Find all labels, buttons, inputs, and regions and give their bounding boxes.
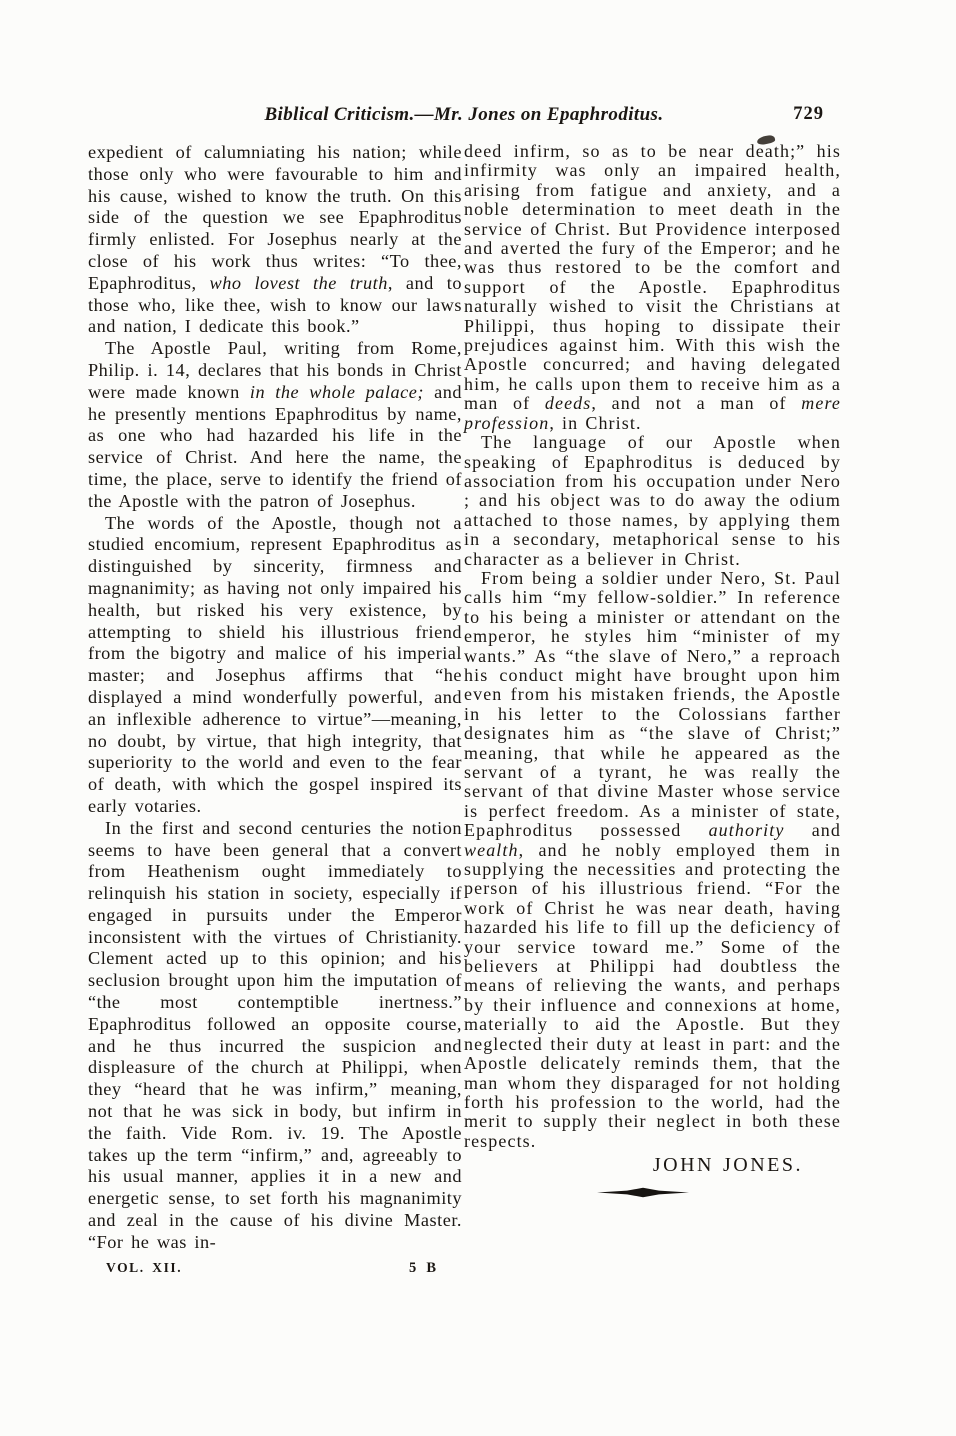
body-text: expedient of calumniating his nation; while those only who were favourable to him and his cause, wished to know the truth. On this side of the question we see Epaphroditus firmly enlisted. For Josephus nearly at the close of his work thus writes: “To thee, Epaphroditus, (88, 142, 462, 293)
body-text: and (784, 820, 841, 841)
right-column-text (464, 142, 841, 1151)
author-signature: JOHN JONES. (652, 1154, 803, 1177)
paragraph (88, 818, 462, 1254)
paragraph (464, 142, 841, 433)
italic-text: authority (708, 820, 785, 841)
right-column (464, 142, 841, 1195)
body-text: From being a soldier under Nero, St. Paul calls him “my fellow-soldier.” In reference to his being a minister or attendant on the emperor, he styles him “minister of my wants.” As “the slave of Nero,” a reproach his conduct might have brought upon him even from his mistaken friends, the Apostle in his letter to the Colossians farther designates him as “the slave of Christ;” meaning, that while he appeared as the servant of a tyrant, he was really the servant of that divine Master whose service is perfect freedom. As a minister of state, Epaphroditus possessed (464, 567, 841, 841)
left-column (88, 142, 462, 1279)
italic-text: who lovest the truth (209, 272, 388, 293)
running-header (88, 104, 840, 126)
page-title: Biblical Criticism.—Mr. Jones on Epaphroditus. (264, 104, 664, 125)
italic-text: mere profession (464, 393, 841, 433)
body-text: The Apostle Paul, writing from Rome, Philip. i. 14, declares that his bonds in Christ were made known (88, 338, 462, 402)
body-text: , in Christ. (549, 412, 642, 433)
page-footer (88, 1257, 462, 1280)
italic-text: in the whole palace; (249, 381, 424, 402)
paragraph (464, 433, 841, 569)
paragraph (88, 513, 462, 818)
body-text: The words of the Apostle, though not a studied encomium, represent Epaphroditus as distinguished by sincerity, firmness and magnanimity; as having not only impaired his health, but risked his very existence, by attempting to shield his illustrious friend from the bigotry and malice of his imperial master; and Josephus affirms that “he displayed a mind wonderfully powerful, and an inflexible adherence to virtue”—meaning, no doubt, by virtue, that high integrity, that superiority to the world and even to the fear of death, with which the gospel inspired its early votaries. (88, 512, 462, 816)
volume-label: VOL. XII. (106, 1259, 183, 1275)
page-number: 729 (793, 104, 824, 124)
body-text: deed infirm, so as to be near death;” his infirmity was only an impaired health, arising from fatigue and anxiety, and a noble determination to meet death in the service of Christ. But Providence interposed and averted the fury of the Emperor; and he was thus restored to be the comfort and support of the Apostle. Epaphroditus naturally wished to visit the Christians at Philippi, thus hoping to dissipate their prejudices against him. With this wish the Apostle concurred; and having delegated him, he calls upon them to receive him as a man of (464, 141, 841, 414)
body-text: In the first and second centuries the notion seems to have been general that a convert from Heathenism ought immediately to relinquish his station in society, especially if engaged in pursuits under the Emperor inconsistent with the virtues of Christianity. Clement acted up to this opinion; and his seclusion brought upon him the imputation of “the most contemptible inertness.” Epaphroditus followed an opposite course, and he thus incurred the suspicion and displeasure of the church at Philippi, when they “heard that he was infirm,” meaning, not that he was sick in body, but infirm in the faith. Vide Rom. iv. 19. The Apostle takes up the term “infirm,” and, agreeably to his usual manner, applies it in a new and energetic sense, to set forth his magnanimity and zeal in the cause of his divine Master. “For he was in- (88, 817, 462, 1252)
body-text: , and not a man of (591, 393, 802, 414)
end-rule-ornament (464, 1183, 841, 1195)
body-text: , and to those who, like thee, wish to know our laws and nation, I dedicate this book.” (88, 272, 462, 337)
paragraph (464, 569, 841, 1151)
italic-text: deeds (544, 393, 592, 414)
paragraph (88, 338, 462, 512)
swelled-rule-icon (597, 1187, 689, 1198)
left-column-text (88, 142, 462, 1254)
body-text: The language of our Apostle when speaking of Epaphroditus is deduced by association from his occupation under Nero ; and his object was to do away the odium attached to those names, by applying them in a secondary, metaphorical sense to his character as a believer in Christ. (464, 432, 841, 569)
italic-text: wealth (464, 839, 519, 860)
body-text: and he presently mentions Epaphroditus by name, as one who had hazarded his life in the service of Christ. And here the name, the time, the place, serve to identify the friend of the Apostle with the patron of Josephus. (88, 381, 463, 511)
paragraph (88, 142, 462, 338)
printer-signature-mark: 5 B (408, 1259, 438, 1276)
body-text: , and he nobly employed them in supplying the necessities and protecting the person of his illustrious friend. “For the work of Christ he was near death, having hazarded his life to fill up the deficiency of your service toward me.” Some of the believers at Philippi had doubtless the means of relieving the wants, and perhaps by their influence and connexions at home, materially to aid the Apostle. But they neglected their duty at least in part: and the Apostle delicately reminds them, that the man whom they disparaged for not holding forth his profession to the world, had the merit to supply their neglect in both these respects. (464, 839, 841, 1151)
